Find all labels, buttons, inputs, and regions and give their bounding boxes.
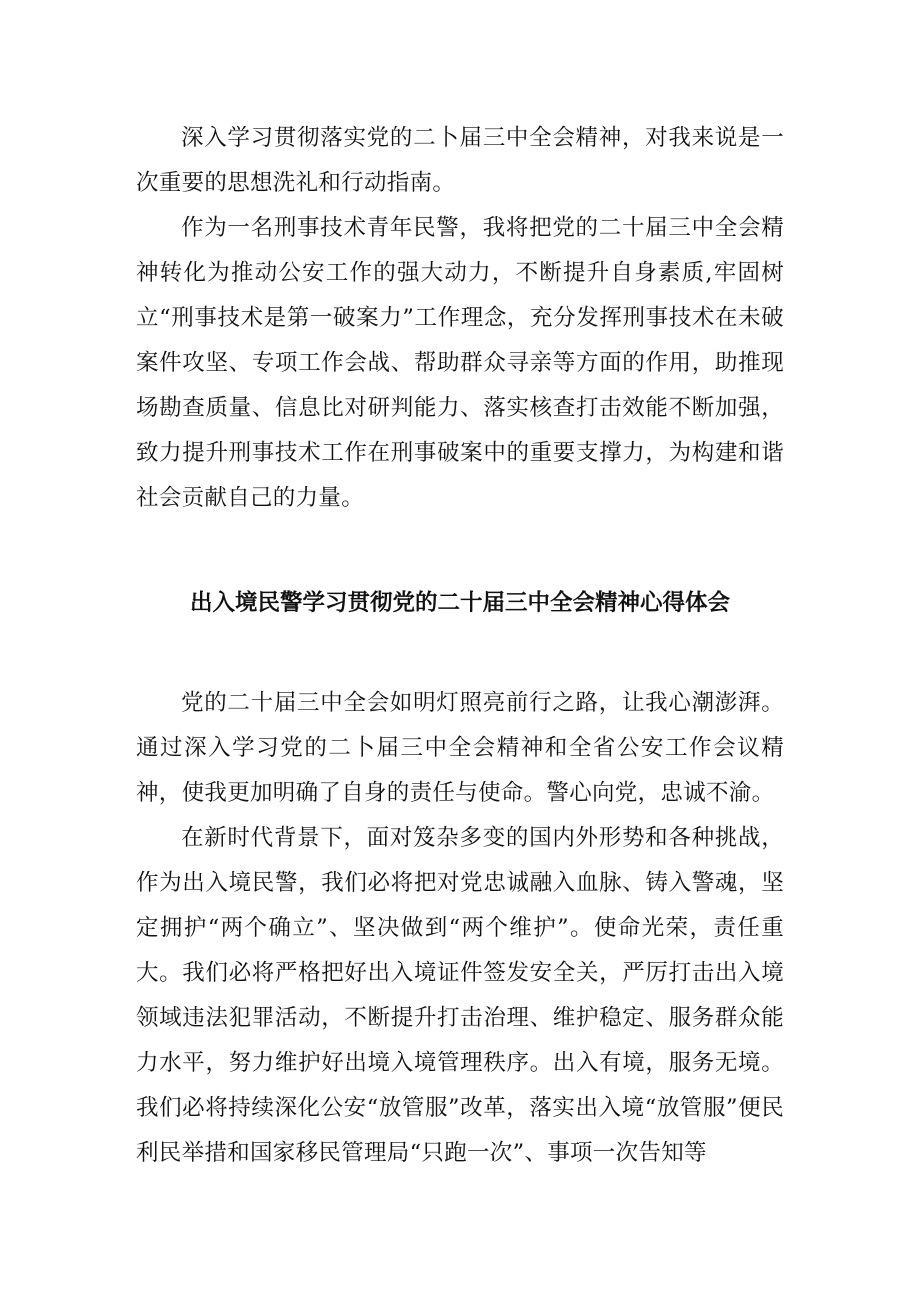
section2-paragraph-1: 党的二十届三中全会如明灯照亮前行之路，让我心潮澎湃。通过深入学习党的二卜届三中全会精神和全省公安工作会议精神，使我更加明确了自身的责任与使命。警心向党，忠诚不渝。: [136, 690, 784, 806]
section1-paragraph-2: 作为一名刑事技术青年民警，我将把党的二十届三中全会精神转化为推动公安工作的强大动力，不断提升自身素质,牢固树立“刑事技术是第一破案力”工作理念，充分发挥刑事技术在未破案件攻坚、专项工作会战、帮助群众寻亲等方面的作用，助推现场勘查质量、信息比对研判能力、落实核查打击效能不断加强，致力提升刑事技术工作在刑事破案中的重要支撑力，为构建和谐社会贡献自己的力量。: [136, 215, 784, 511]
section2-title: 出入境民警学习贯彻党的二十届三中全会精神心得体会: [189, 590, 730, 616]
section2-paragraph-2: 在新时代背景下，面对笈杂多变的国内外形势和各种挑战，作为出入境民警，我们必将把对党忠诚融入血脉、铸入警魂，坚定拥护“两个确立”、坚决做到“两个维护”。使命光荣，责任重大。我们必将严格把好出入境证件签发安全关，严厉打击出入境领域违法犯罪活动，不断提升打击治理、维护稳定、服务群众能力水平，努力维护好出境入境管理秩序。出入有境，服务无境。我们必将持续深化公安“放管服”改革，落实出入境“放管服”便民利民举措和国家移民管理局“只跑一次”、事项一次告知等: [136, 825, 784, 1166]
document-page: [136, 116, 784, 1176]
section1-paragraph-1: 深入学习贯彻落实党的二卜届三中全会精神，对我来说是一次重要的思想洗礼和行动指南。: [136, 125, 784, 196]
